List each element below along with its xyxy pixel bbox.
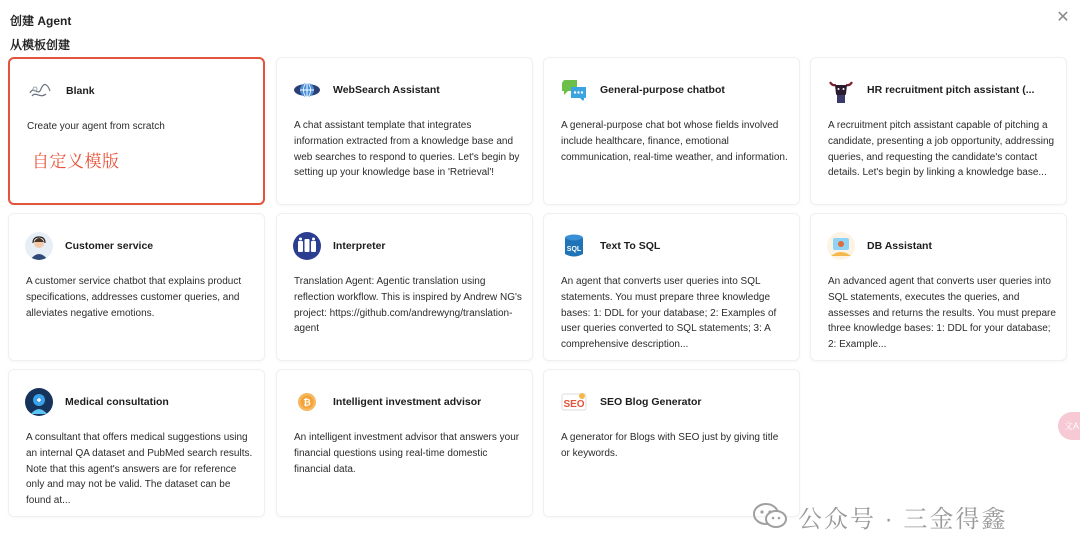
template-name: Interpreter (333, 240, 386, 252)
template-card-db-assistant[interactable] (810, 213, 1067, 361)
template-description: A generator for Blogs with SEO just by giving title or keywords. (561, 432, 779, 459)
svg-text:₿: ₿ (303, 397, 311, 408)
seo-icon (560, 388, 588, 416)
interpreter-icon (293, 232, 321, 260)
agent-avatar-icon (25, 232, 53, 260)
template-description: A recruitment pitch assistant capable of pitching a candidate, presenting a job opportunity, addressing queries, and requesting the candidate's contact details. Let's begin by linking a knowledge base... (828, 120, 1055, 179)
svg-text:SEO: SEO (563, 399, 585, 410)
template-description: An advanced agent that converts user queries into SQL statements, executes the queries, and assesses and returns the results. You must prepare three knowledge bases: 1: DDL for your database; 2: Example... (828, 276, 1056, 351)
template-name: General-purpose chatbot (600, 84, 725, 96)
template-description: A chat assistant template that integrates information extracted from a knowledge base and web searches to respond to queries. Let's begin by setting up your knowledge base in 'Retrieval'! (294, 120, 520, 179)
watermark (752, 500, 1007, 532)
template-description: An intelligent investment advisor that answers your financial questions using real-time domestic financial data. (294, 432, 520, 475)
translate-side-tab[interactable]: 文A (1058, 412, 1080, 440)
template-name: Blank (66, 85, 95, 97)
template-name: DB Assistant (867, 240, 932, 252)
template-name: WebSearch Assistant (333, 84, 440, 96)
template-description: A general-purpose chat bot whose fields involved include healthcare, finance, emotional communication, real-time weather, and information. (561, 120, 788, 163)
template-description: Create your agent from scratch (27, 121, 165, 132)
template-name: Customer service (65, 240, 154, 252)
template-card-customer-service[interactable] (8, 213, 265, 361)
template-description: A consultant that offers medical suggestions using an internal QA dataset and PubMed search results. Note that this agent's answers are for reference only and may not be valid. The dataset can be found at... (26, 432, 253, 507)
db-assistant-icon (827, 232, 855, 260)
section-title: 从模板创建 (10, 38, 71, 52)
template-card-general-purpose-chatbot[interactable] (543, 57, 800, 205)
wechat-icon (752, 501, 788, 531)
template-description: An agent that converts user queries into SQL statements. You must prepare three knowledge bases: 1: DDL for your database; 2: Examples of user queries converted to SQL statements; 3: A comprehensive description... (561, 276, 777, 351)
template-card-text-to-sql[interactable] (543, 213, 800, 361)
template-card-blank[interactable] (8, 57, 265, 205)
template-card-interpreter[interactable] (276, 213, 533, 361)
close-icon[interactable]: ✕ (1056, 9, 1070, 26)
template-card-hr-recruitment[interactable] (810, 57, 1067, 205)
svg-text:SQL: SQL (566, 246, 582, 253)
scribble-icon (26, 77, 54, 105)
template-name: SEO Blog Generator (600, 396, 702, 408)
custom-template-annotation: 自定义模版 (32, 152, 120, 171)
watermark-text: 公众号 · 三金得鑫 (798, 505, 1008, 533)
medical-icon (25, 388, 53, 416)
template-card-websearch-assistant[interactable] (276, 57, 533, 205)
sql-database-icon (560, 232, 588, 260)
template-card-seo-blog-generator[interactable] (543, 369, 800, 517)
template-description: A customer service chatbot that explains product specifications, addresses customer queries, and alleviates negative emotions. (26, 276, 242, 319)
template-description: Translation Agent: Agentic translation using reflection workflow. This is inspired by Andrew NG's project: https://github.com/andrewyng/translation-agent (294, 276, 522, 335)
template-name: Intelligent investment advisor (333, 396, 482, 408)
chat-bubbles-icon (560, 76, 588, 104)
bull-icon (827, 76, 855, 104)
coin-icon (293, 388, 321, 416)
template-card-medical-consultation[interactable] (8, 369, 265, 517)
template-name: HR recruitment pitch assistant (... (867, 84, 1035, 96)
template-name: Text To SQL (600, 240, 661, 252)
globe-icon (293, 76, 321, 104)
template-name: Medical consultation (65, 396, 169, 408)
dialog-title: 创建 Agent (10, 14, 72, 28)
template-card-investment-advisor[interactable] (276, 369, 533, 517)
